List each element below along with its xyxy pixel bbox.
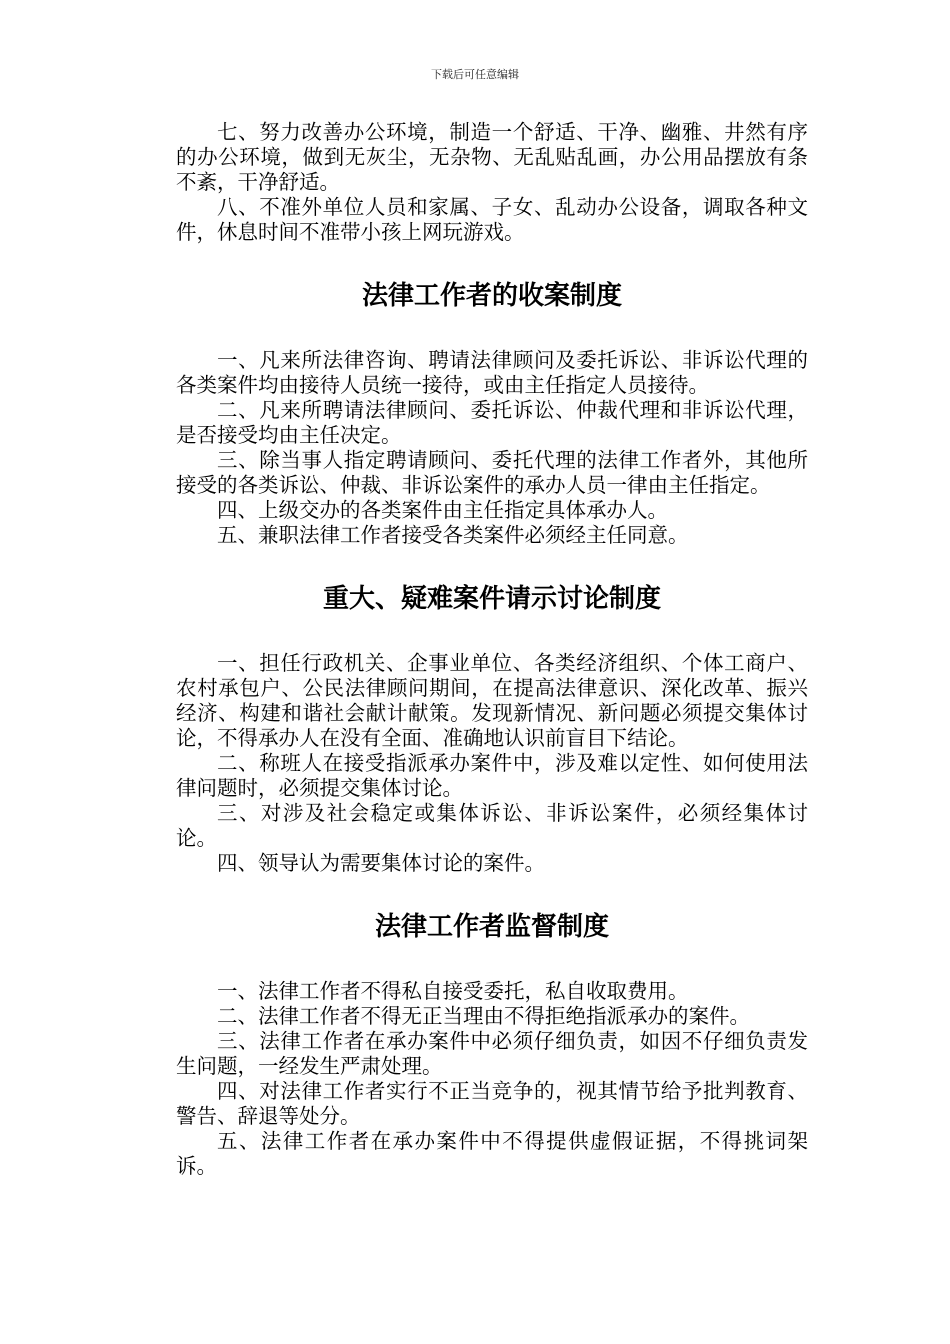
- paragraph: 三、法律工作者在承办案件中必须仔细负责，如因不仔细负责发生问题，一经发生严肃处理。: [176, 1029, 808, 1078]
- paragraph: 八、不准外单位人员和家属、子女、乱动办公设备，调取各种文件，休息时间不准带小孩上网玩游戏。: [176, 195, 808, 244]
- section-title: 法律工作者的收案制度: [361, 281, 622, 311]
- paragraph: 二、称班人在接受指派承办案件中，涉及难以定性、如何使用法律问题时，必须提交集体讨论。: [176, 751, 808, 800]
- section-title: 重大、疑难案件请示讨论制度: [322, 584, 661, 614]
- page-header: 下载后可任意编辑: [431, 68, 519, 81]
- paragraph: 五、法律工作者在承办案件中不得提供虚假证据，不得挑词架诉。: [176, 1129, 808, 1178]
- paragraph: 一、担任行政机关、企事业单位、各类经济组织、个体工商户、农村承包户、公民法律顾问期间，在提高法律意识、深化改革、振兴经济、构建和谐社会献计献策。发现新情况、新问题必须提交集体讨论，不得承办人在没有全面、准确地认识前盲目下结论。: [176, 651, 808, 750]
- paragraph: 四、上级交办的各类案件由主任指定具体承办人。: [217, 498, 668, 522]
- paragraph: 一、凡来所法律咨询、聘请法律顾问及委托诉讼、非诉讼代理的各类案件均由接待人员统一接待，或由主任指定人员接待。: [176, 348, 808, 397]
- paragraph: 七、努力改善办公环境，制造一个舒适、干净、幽雅、井然有序的办公环境，做到无灰尘，无杂物、无乱贴乱画，办公用品摆放有条不紊，干净舒适。: [176, 120, 808, 194]
- paragraph: 二、法律工作者不得无正当理由不得拒绝指派承办的案件。: [217, 1004, 750, 1028]
- paragraph: 四、对法律工作者实行不正当竞争的，视其情节给予批判教育、警告、辞退等处分。: [176, 1079, 808, 1128]
- paragraph: 三、除当事人指定聘请顾问、委托代理的法律工作者外，其他所接受的各类诉讼、仲裁、非诉讼案件的承办人员一律由主任指定。: [176, 448, 808, 497]
- section-title: 法律工作者监督制度: [374, 912, 609, 942]
- paragraph: 四、领导认为需要集体讨论的案件。: [217, 851, 545, 875]
- paragraph: 五、兼职法律工作者接受各类案件必须经主任同意。: [217, 523, 689, 547]
- paragraph: 三、对涉及社会稳定或集体诉讼、非诉讼案件，必须经集体讨论。: [176, 801, 808, 850]
- paragraph: 一、法律工作者不得私自接受委托，私自收取费用。: [217, 979, 689, 1003]
- document-body: [176, 120, 808, 1179]
- paragraph: 二、凡来所聘请法律顾问、委托诉讼、仲裁代理和非诉讼代理，是否接受均由主任决定。: [176, 398, 808, 447]
